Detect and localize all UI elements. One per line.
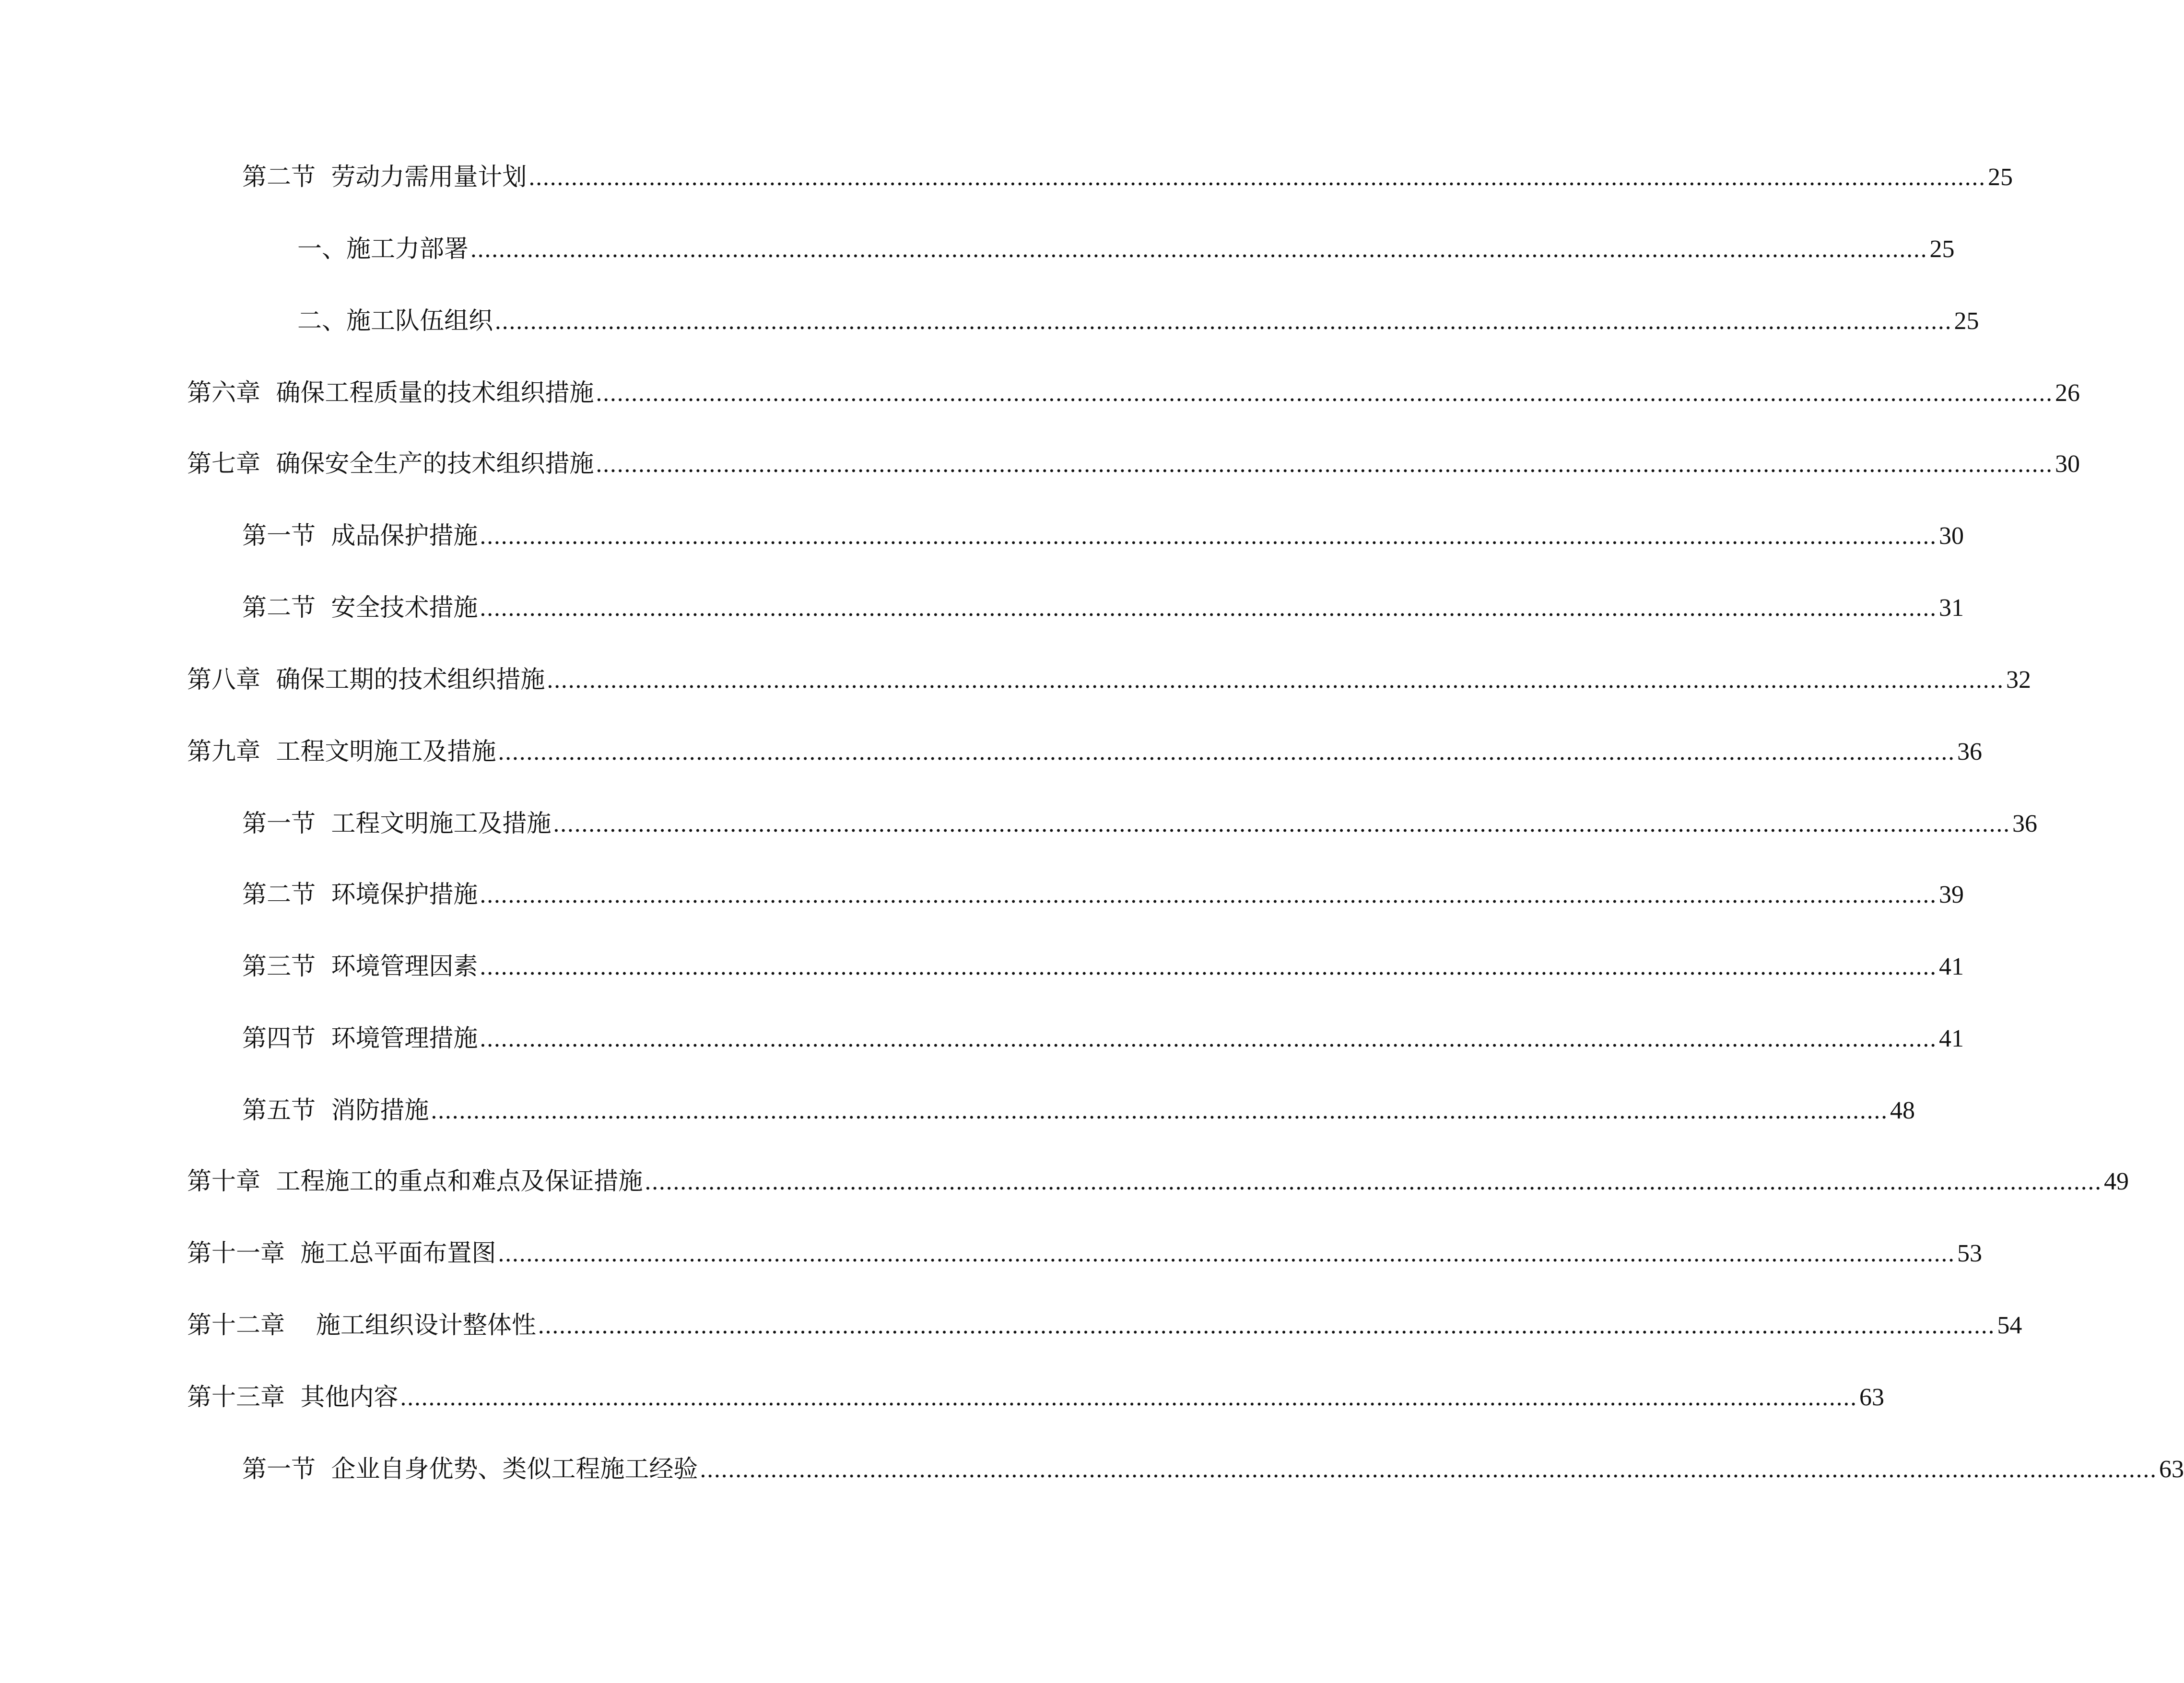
toc-entry[interactable] bbox=[187, 661, 2031, 699]
toc-entry-title: 第一节 工程文明施工及措施 bbox=[242, 810, 552, 838]
toc-entry[interactable] bbox=[187, 1163, 2129, 1201]
toc-leader-dots: .............................................................................................................................................................................................................. bbox=[480, 953, 1937, 980]
toc-entry-title: 第十二章 施工组织设计整体性 bbox=[187, 1311, 536, 1340]
toc-page-number: 26 bbox=[2055, 379, 2080, 407]
toc-entry-title: 第七章 确保安全生产的技术组织措施 bbox=[187, 450, 594, 478]
toc-page-number: 39 bbox=[1938, 881, 1964, 908]
toc-page-number: 63 bbox=[1859, 1384, 1884, 1411]
toc-entry-title: 第十章 工程施工的重点和难点及保证措施 bbox=[187, 1167, 643, 1196]
toc-entry[interactable] bbox=[242, 1450, 2184, 1489]
toc-page-number: 32 bbox=[2006, 666, 2031, 694]
toc-entry[interactable] bbox=[242, 876, 1964, 914]
toc-entry[interactable] bbox=[187, 1306, 2022, 1345]
toc-entry[interactable] bbox=[297, 302, 1979, 341]
toc-page-number: 30 bbox=[1938, 522, 1964, 550]
toc-entry-title: 第九章 工程文明施工及措施 bbox=[187, 738, 496, 766]
toc-page-number: 25 bbox=[1929, 235, 1955, 263]
toc-page-number: 36 bbox=[2012, 810, 2037, 837]
toc-entry-title: 第四节 环境管理措施 bbox=[242, 1024, 478, 1053]
toc-leader-dots: .............................................................................................................................................................................................................. bbox=[495, 308, 1952, 335]
toc-entry[interactable] bbox=[242, 517, 1964, 555]
toc-page-number: 25 bbox=[1987, 164, 2013, 191]
toc-leader-dots: .............................................................................................................................................................................................................. bbox=[596, 380, 2053, 407]
toc-entry-title: 第三节 环境管理因素 bbox=[242, 953, 478, 981]
toc-entry-title: 二、施工队伍组织 bbox=[297, 307, 493, 335]
toc-entry-title: 一、施工力部署 bbox=[297, 235, 469, 263]
toc-leader-dots: .............................................................................................................................................................................................................. bbox=[480, 523, 1937, 550]
toc-page-number: 25 bbox=[1954, 307, 1979, 335]
toc-page-number: 53 bbox=[1957, 1240, 1982, 1267]
toc-entry[interactable] bbox=[187, 445, 2080, 483]
toc-leader-dots: .............................................................................................................................................................................................................. bbox=[553, 811, 2010, 837]
toc-leader-dots: .............................................................................................................................................................................................................. bbox=[480, 882, 1937, 908]
toc-leader-dots: .............................................................................................................................................................................................................. bbox=[470, 236, 1928, 263]
toc-entry-title: 第六章 确保工程质量的技术组织措施 bbox=[187, 379, 594, 407]
toc-leader-dots: .............................................................................................................................................................................................................. bbox=[431, 1097, 1888, 1124]
toc-entry-title: 第一节 企业自身优势、类似工程施工经验 bbox=[242, 1455, 698, 1483]
toc-entry-title: 第二节 环境保护措施 bbox=[242, 881, 478, 909]
toc-page-number: 30 bbox=[2055, 450, 2080, 478]
toc-leader-dots: .............................................................................................................................................................................................................. bbox=[528, 164, 1986, 191]
toc-entry[interactable] bbox=[242, 158, 2013, 197]
toc-entry[interactable] bbox=[242, 1020, 1964, 1058]
toc-entry[interactable] bbox=[187, 1235, 1982, 1273]
toc-page-number: 41 bbox=[1938, 953, 1964, 980]
toc-leader-dots: .............................................................................................................................................................................................................. bbox=[700, 1456, 2157, 1483]
toc-entry-title: 第二节 劳动力需用量计划 bbox=[242, 163, 527, 191]
toc-entry[interactable] bbox=[242, 948, 1964, 986]
toc-entry-title: 第一节 成品保护措施 bbox=[242, 522, 478, 550]
toc-entry-title: 第二节 安全技术措施 bbox=[242, 594, 478, 622]
toc-entry[interactable] bbox=[242, 805, 2037, 843]
toc-entry-title: 第八章 确保工期的技术组织措施 bbox=[187, 666, 545, 694]
toc-page-number: 63 bbox=[2159, 1456, 2184, 1483]
toc-leader-dots: .............................................................................................................................................................................................................. bbox=[596, 451, 2053, 478]
toc-entry[interactable] bbox=[242, 589, 1964, 627]
toc-leader-dots: .............................................................................................................................................................................................................. bbox=[400, 1384, 1857, 1411]
toc-entry[interactable] bbox=[187, 1378, 1884, 1417]
toc-leader-dots: .............................................................................................................................................................................................................. bbox=[645, 1168, 2102, 1195]
toc-entry-title: 第十三章 其他内容 bbox=[187, 1383, 399, 1412]
toc-entry[interactable] bbox=[187, 374, 2080, 412]
toc-page-number: 41 bbox=[1938, 1025, 1964, 1052]
toc-entry-title: 第五节 消防措施 bbox=[242, 1096, 429, 1125]
toc-page-number: 54 bbox=[1997, 1312, 2022, 1339]
toc-page-number: 49 bbox=[2103, 1168, 2129, 1195]
toc-entry[interactable] bbox=[242, 1092, 1915, 1130]
toc-leader-dots: .............................................................................................................................................................................................................. bbox=[480, 1025, 1937, 1052]
toc-page-number: 48 bbox=[1890, 1097, 1915, 1124]
toc-leader-dots: .............................................................................................................................................................................................................. bbox=[498, 739, 1955, 765]
toc-entry[interactable] bbox=[187, 733, 1982, 771]
toc-leader-dots: .............................................................................................................................................................................................................. bbox=[538, 1312, 1996, 1339]
toc-leader-dots: .............................................................................................................................................................................................................. bbox=[480, 595, 1937, 622]
toc-page-number: 31 bbox=[1938, 594, 1964, 622]
toc-entry[interactable] bbox=[297, 230, 1955, 269]
toc-leader-dots: .............................................................................................................................................................................................................. bbox=[547, 667, 2004, 694]
toc-entry-title: 第十一章 施工总平面布置图 bbox=[187, 1239, 496, 1268]
toc-leader-dots: .............................................................................................................................................................................................................. bbox=[498, 1240, 1955, 1267]
toc-page-number: 36 bbox=[1957, 738, 1982, 765]
